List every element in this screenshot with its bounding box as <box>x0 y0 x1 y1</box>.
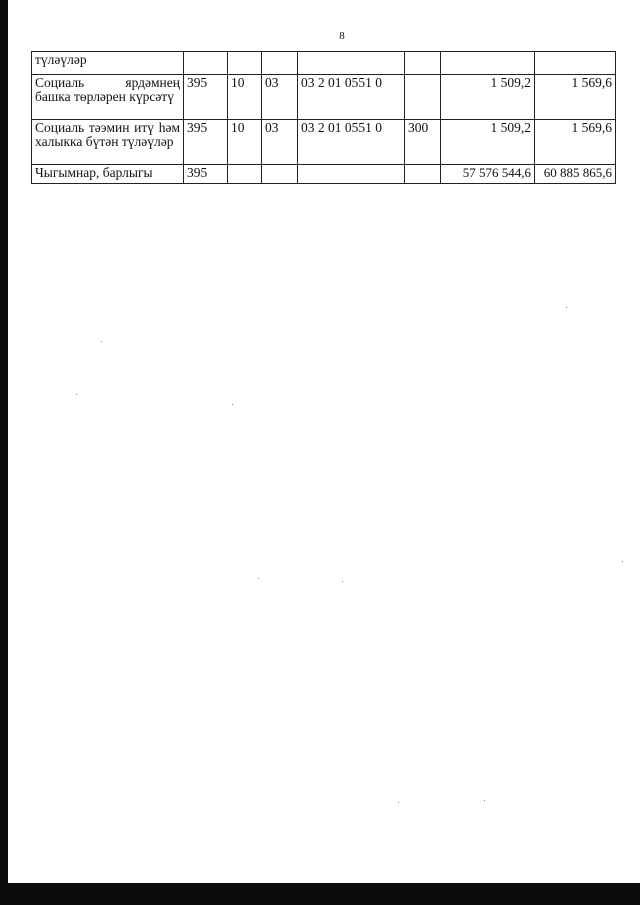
row-subsection: 03 <box>262 120 298 165</box>
row-kind <box>405 165 441 184</box>
row-section <box>228 165 262 184</box>
row-ved: 395 <box>184 75 228 120</box>
row-ved: 395 <box>184 165 228 184</box>
scan-speck <box>101 341 102 342</box>
scan-bottom-edge <box>0 883 640 905</box>
scan-speck <box>398 802 399 803</box>
row-amount-2: 1 569,6 <box>535 120 616 165</box>
row-kind <box>405 75 441 120</box>
row-kind <box>405 52 441 75</box>
row-target: 03 2 01 0551 0 <box>298 120 405 165</box>
row-name: түләүләр <box>32 52 184 75</box>
row-section: 10 <box>228 75 262 120</box>
row-section: 10 <box>228 120 262 165</box>
row-amount-1: 1 509,2 <box>441 75 535 120</box>
table-row <box>32 75 616 120</box>
scan-speck <box>622 561 623 562</box>
row-amount-2 <box>535 52 616 75</box>
row-section <box>228 52 262 75</box>
scan-speck <box>258 578 259 579</box>
row-amount-2: 1 569,6 <box>535 75 616 120</box>
row-amount-1 <box>441 52 535 75</box>
scan-speck <box>232 404 233 405</box>
row-target <box>298 52 405 75</box>
row-amount-1: 1 509,2 <box>441 120 535 165</box>
row-target: 03 2 01 0551 0 <box>298 75 405 120</box>
table-row-total <box>32 165 616 184</box>
row-subsection <box>262 165 298 184</box>
table-row <box>32 120 616 165</box>
row-amount-2: 60 885 865,6 <box>535 165 616 184</box>
scan-left-edge <box>0 0 8 905</box>
row-kind: 300 <box>405 120 441 165</box>
row-name: Социаль ярдәмнең башка төрләрен күрсәтү <box>32 75 184 120</box>
row-ved <box>184 52 228 75</box>
page-number: 8 <box>339 30 345 42</box>
scan-speck <box>484 800 485 801</box>
row-name: Социаль тәэмин итү һәм халыкка бүтән түләүләр <box>32 120 184 165</box>
table-row <box>32 52 616 75</box>
scan-speck <box>566 307 567 308</box>
row-subsection <box>262 52 298 75</box>
row-target <box>298 165 405 184</box>
row-ved: 395 <box>184 120 228 165</box>
row-amount-1: 57 576 544,6 <box>441 165 535 184</box>
row-subsection: 03 <box>262 75 298 120</box>
row-name: Чыгымнар, барлыгы <box>32 165 184 184</box>
scan-speck <box>76 394 77 395</box>
scan-speck <box>342 581 343 582</box>
budget-table <box>31 51 616 184</box>
